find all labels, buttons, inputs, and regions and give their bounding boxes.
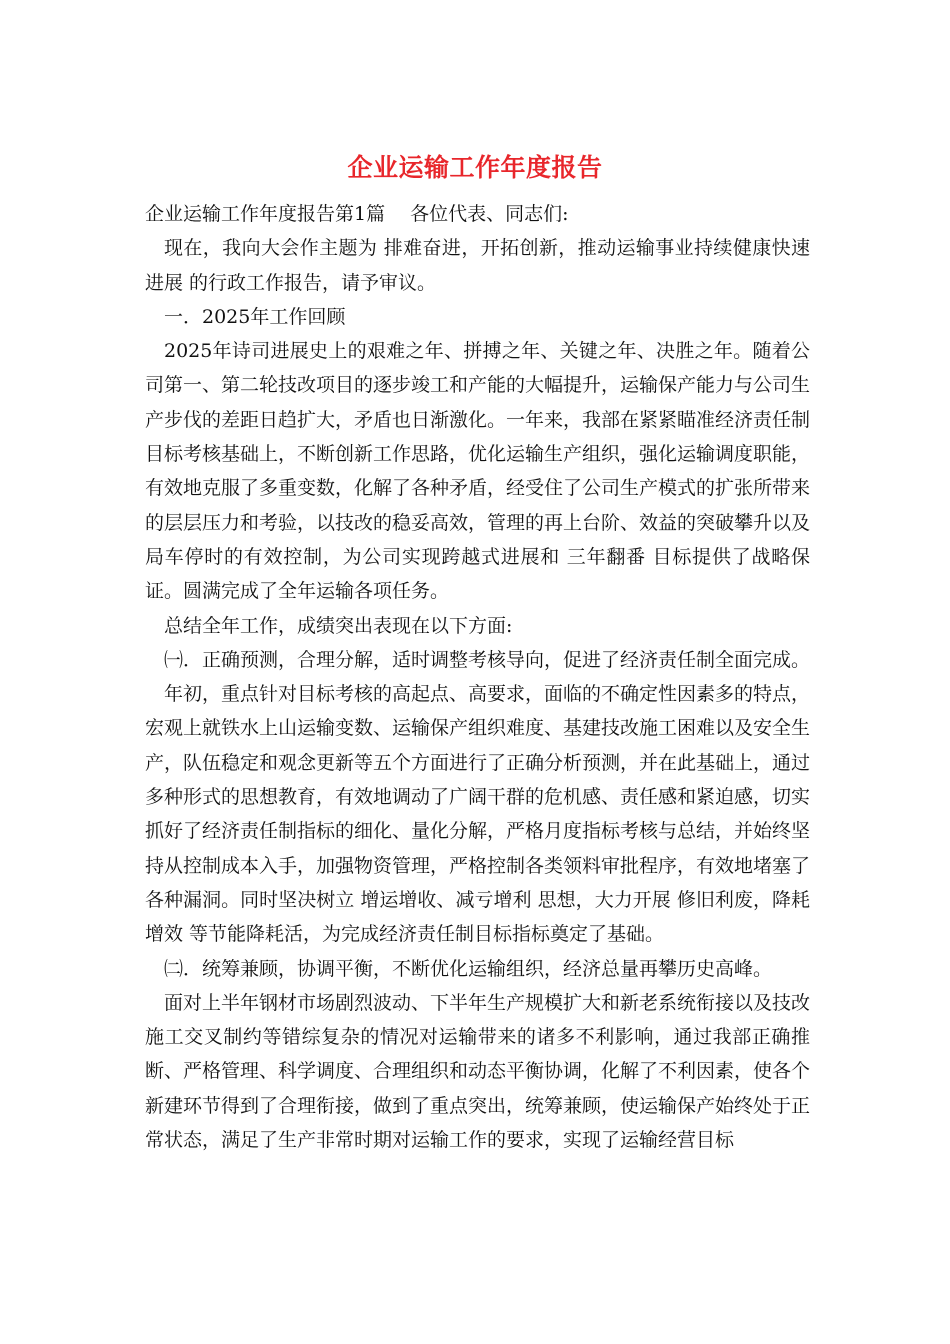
paragraph-subsection-2: 面对上半年钢材市场剧烈波动、下半年生产规模扩大和新老系统衔接以及技改施工交叉制约等错综复杂的情况对运输带来的诸多不利影响，通过我部正确推断、严格管理、科学调度、合理组织和动态平衡协调，化解了不利因素，使各个新建环节得到了合理衔接，做到了重点突出，统筹兼顾，使运输保产始终处于正常状态，满足了生产非常时期对运输工作的要求，实现了运输经营目标 xyxy=(145,991,811,1152)
paragraph-opening: 企业运输工作年度报告第1篇 各位代表、同志们: xyxy=(145,203,569,225)
section-heading: 一．2025年工作回顾 xyxy=(164,305,346,328)
subsection-heading-2: ㈡．统筹兼顾，协调平衡，不断优化运输组织，经济总量再攀历史高峰。 xyxy=(164,957,773,980)
document-body xyxy=(145,197,810,1157)
paragraph-subsection-1: 年初，重点针对目标考核的高起点、高要求，面临的不确定性因素多的特点，宏观上就铁水上山运输变数、运输保产组织难度、基建技改施工困难以及安全生产，队伍稳定和观念更新等五个方面进行了正确分析预测，并在此基础上，通过多种形式的思想教育，有效地调动了广阔干群的危机感、责任感和紧迫感，切实抓好了经济责任制指标的细化、量化分解，严格月度指标考核与总结，并始终坚持从控制成本入手，加强物资管理，严格控制各类领料审批程序，有效地堵塞了各种漏洞。同时坚决树立 增运增收、减亏增利 思想，大力开展 修旧利废，降耗增效 等节能降耗活，为完成经济责任制目标指标奠定了基础。 xyxy=(145,683,811,946)
subsection-heading-1: ㈠．正确预测，合理分解，适时调整考核导向，促进了经济责任制全面完成。 xyxy=(164,648,811,671)
paragraph-summary: 总结全年工作，成绩突出表现在以下方面: xyxy=(164,614,513,637)
document-title: 企业运输工作年度报告 xyxy=(347,153,603,182)
paragraph-intro: 现在，我向大会作主题为 排难奋进，开拓创新，推动运输事业持续健康快速进展 的行政工作报告，请予审议。 xyxy=(145,237,810,294)
paragraph-review: 2025年诗司进展史上的艰难之年、拼搏之年、关键之年、决胜之年。随着公司第一、第二轮技改项目的逐步竣工和产能的大幅提升，运输保产能力与公司生产步伐的差距日趋扩大，矛盾也日渐激化。一年来，我部在紧紧瞄准经济责任制目标考核基础上，不断创新工作思路，优化运输生产组织，强化运输调度职能，有效地克服了多重变数，化解了各种矛盾，经受住了公司生产模式的扩张所带来的层层压力和考验，以技改的稳妥高效，管理的再上台阶、效益的突破攀升以及局车停时的有效控制，为公司实现跨越式进展和 三年翻番 目标提供了战略保证。圆满完成了全年运输各项任务。 xyxy=(145,340,811,603)
